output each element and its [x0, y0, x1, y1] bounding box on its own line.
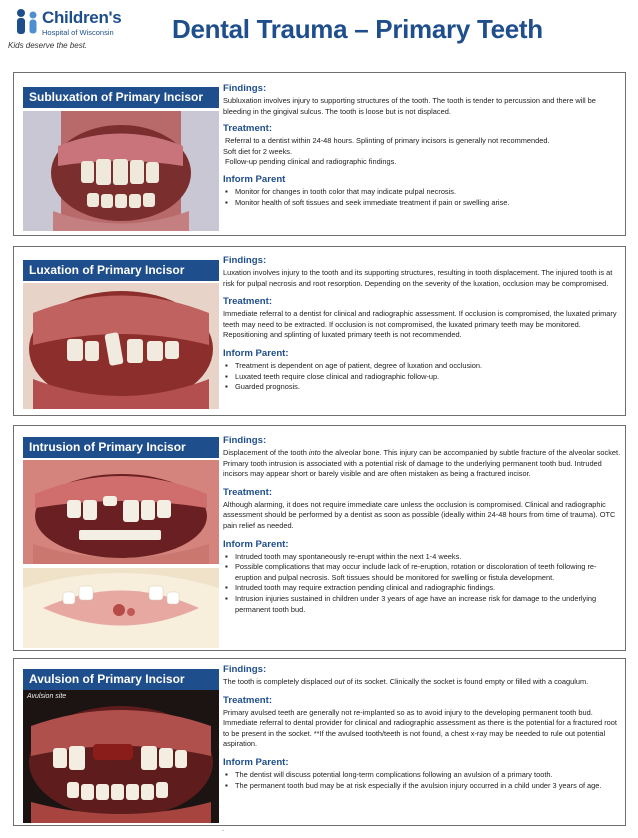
logo-name: Children's	[42, 8, 122, 27]
section-luxation	[13, 246, 626, 416]
findings-text	[223, 677, 621, 688]
photo-caption: Avulsion site	[27, 693, 67, 700]
inform-parent-list	[223, 361, 621, 393]
luxation-photo	[23, 283, 219, 409]
list-item: ▪ Intrusion injuries sustained in children under 3 years of age have an increase risk for damage to the underlying permanent tooth bud.	[223, 594, 621, 615]
inform-parent-list	[223, 552, 621, 616]
treatment-line: Referral to a dentist within 24-48 hours. Splinting of primary incisors is generally not recommended.	[225, 136, 550, 146]
list-item: ▪ Monitor health of soft tissues and seek immediate treatment if pain or swelling arise.	[223, 198, 621, 209]
children-figures-icon	[14, 8, 42, 38]
treatment-line: Follow-up pending clinical and radiographic findings.	[225, 157, 397, 167]
inform-parent-list	[223, 187, 621, 208]
list-item: ▪ Intruded tooth may require extraction pending clinical and radiographic findings.	[223, 583, 621, 594]
intrusion-photo-front	[23, 460, 219, 564]
findings-text: Subluxation involves injury to supporting structures of the tooth. The tooth is tender to percussion and there will be bleeding in the gingival sulcus. The tooth is loose but is not displaced.	[223, 96, 596, 116]
inform-parent-heading: Inform Parent:	[223, 538, 289, 550]
findings-emphasis: out	[334, 677, 345, 686]
logo-tagline: Kids deserve the best.	[8, 41, 88, 50]
findings-heading: Findings:	[223, 664, 267, 675]
section-title: Avulsion of Primary Incisor	[23, 669, 219, 690]
findings-text-part: of its socket. Clinically the socket is found empty or filled with a coagulum.	[344, 677, 589, 686]
list-item: ▪ Monitor for changes in tooth color that may indicate pulpal necrosis.	[223, 187, 621, 198]
treatment-text: Primary avulsed teeth are generally not re-implanted so as to avoid injury to the developing permanent tooth bud. Immediate referral to dental provider for clinical and radiographic assessment as there is the potential for a fractured root to be present in the socket. **If the avulsed tooth/teeth is not found, a chest x-ray may be needed to rule out potential aspiration.	[223, 707, 617, 749]
page-title: Dental Trauma – Primary Teeth	[172, 14, 543, 44]
treatment-heading: Treatment:	[223, 296, 273, 308]
section-text	[223, 435, 621, 615]
list-item: ▪ Guarded prognosis.	[223, 382, 621, 393]
treatment-line: Soft diet for 2 weeks.	[223, 146, 293, 156]
treatment-text: Immediate referral to a dentist for clinical and radiographic assessment. If occlusion is compromised, the luxated primary teeth may need to be extracted. If occlusion is not compromised, the luxated primary teeth may be monitored. Repositioning and splinting of luxated primary teeth is not recommended.	[223, 309, 617, 340]
intrusion-photo-occlusal	[23, 568, 219, 648]
findings-text: Luxation involves injury to the tooth and its supporting structures, resulting in tooth displacement. The injured tooth is at risk for pulpal necrosis and root resorption. Depending on the severity of the luxation, occlusion may be compromised.	[223, 268, 613, 288]
section-title: Intrusion of Primary Incisor	[23, 437, 219, 458]
section-avulsion	[13, 658, 626, 826]
findings-emphasis: into	[308, 448, 321, 457]
section-text	[223, 83, 621, 208]
treatment-heading: Treatment:	[223, 694, 273, 706]
section-title: Subluxation of Primary Incisor	[23, 87, 219, 108]
treatment-heading: Treatment:	[223, 486, 273, 498]
section-text	[223, 255, 621, 393]
inform-parent-heading: Inform Parent:	[223, 756, 289, 768]
trailing-mark: .	[222, 826, 224, 833]
logo-subtitle: Hospital of Wisconsin	[42, 28, 114, 37]
list-item: ▪ The permanent tooth bud may be at risk especially if the avulsion injury occurred in a child under 3 years of age.	[223, 781, 621, 792]
inform-parent-heading: Inform Parent	[223, 173, 286, 185]
page-header	[0, 0, 638, 64]
list-item: ▪ Treatment is dependent on age of patient, degree of luxation and occlusion.	[223, 361, 621, 372]
list-item: ▪ The dentist will discuss potential long-term complications following an avulsion of a primary tooth.	[223, 770, 621, 781]
subluxation-photo	[23, 111, 219, 231]
inform-parent-heading: Inform Parent:	[223, 347, 289, 359]
section-subluxation	[13, 72, 626, 236]
findings-heading: Findings:	[223, 435, 267, 446]
treatment-heading: Treatment:	[223, 123, 273, 135]
findings-text-part: The tooth is completely displaced	[223, 677, 335, 686]
findings-heading: Findings:	[223, 83, 267, 94]
hospital-logo	[8, 6, 148, 56]
avulsion-photo	[23, 690, 219, 823]
list-item: ▪ Intruded tooth may spontaneously re-erupt within the next 1-4 weeks.	[223, 552, 621, 563]
list-item: ▪ Possible complications that may occur include lack of re-eruption, rotation or discoloration of teeth following re-eruption and pulpal necrosis. Soft tissues should be monitored for swelling or fistula development.	[223, 562, 621, 583]
findings-text-part: Displacement of the tooth	[223, 448, 309, 457]
treatment-text: Although alarming, it does not require immediate care unless the occlusion is compromised. Clinical and radiographic assessment should be performed by a dentist as soon as possible (ideally within 24-48 hours from time of trauma). OTC pain relief as needed.	[223, 499, 616, 530]
findings-text	[223, 448, 621, 480]
section-text	[223, 664, 621, 791]
findings-heading: Findings:	[223, 255, 267, 266]
list-item: ▪ Luxated teeth require close clinical and radiographic follow-up.	[223, 372, 621, 383]
findings-text-part: the alveolar bone. This injury can be accompanied by subtle fracture of the alveolar socket. Primary tooth intrusion is associated with a potential risk of damage to the underlying permanent tooth bud. Intruded incisors may appear short or barely visible and are often mistaken as being a fractured incisor.	[223, 448, 621, 479]
section-title: Luxation of Primary Incisor	[23, 260, 219, 281]
inform-parent-list	[223, 770, 621, 791]
section-intrusion	[13, 425, 626, 651]
